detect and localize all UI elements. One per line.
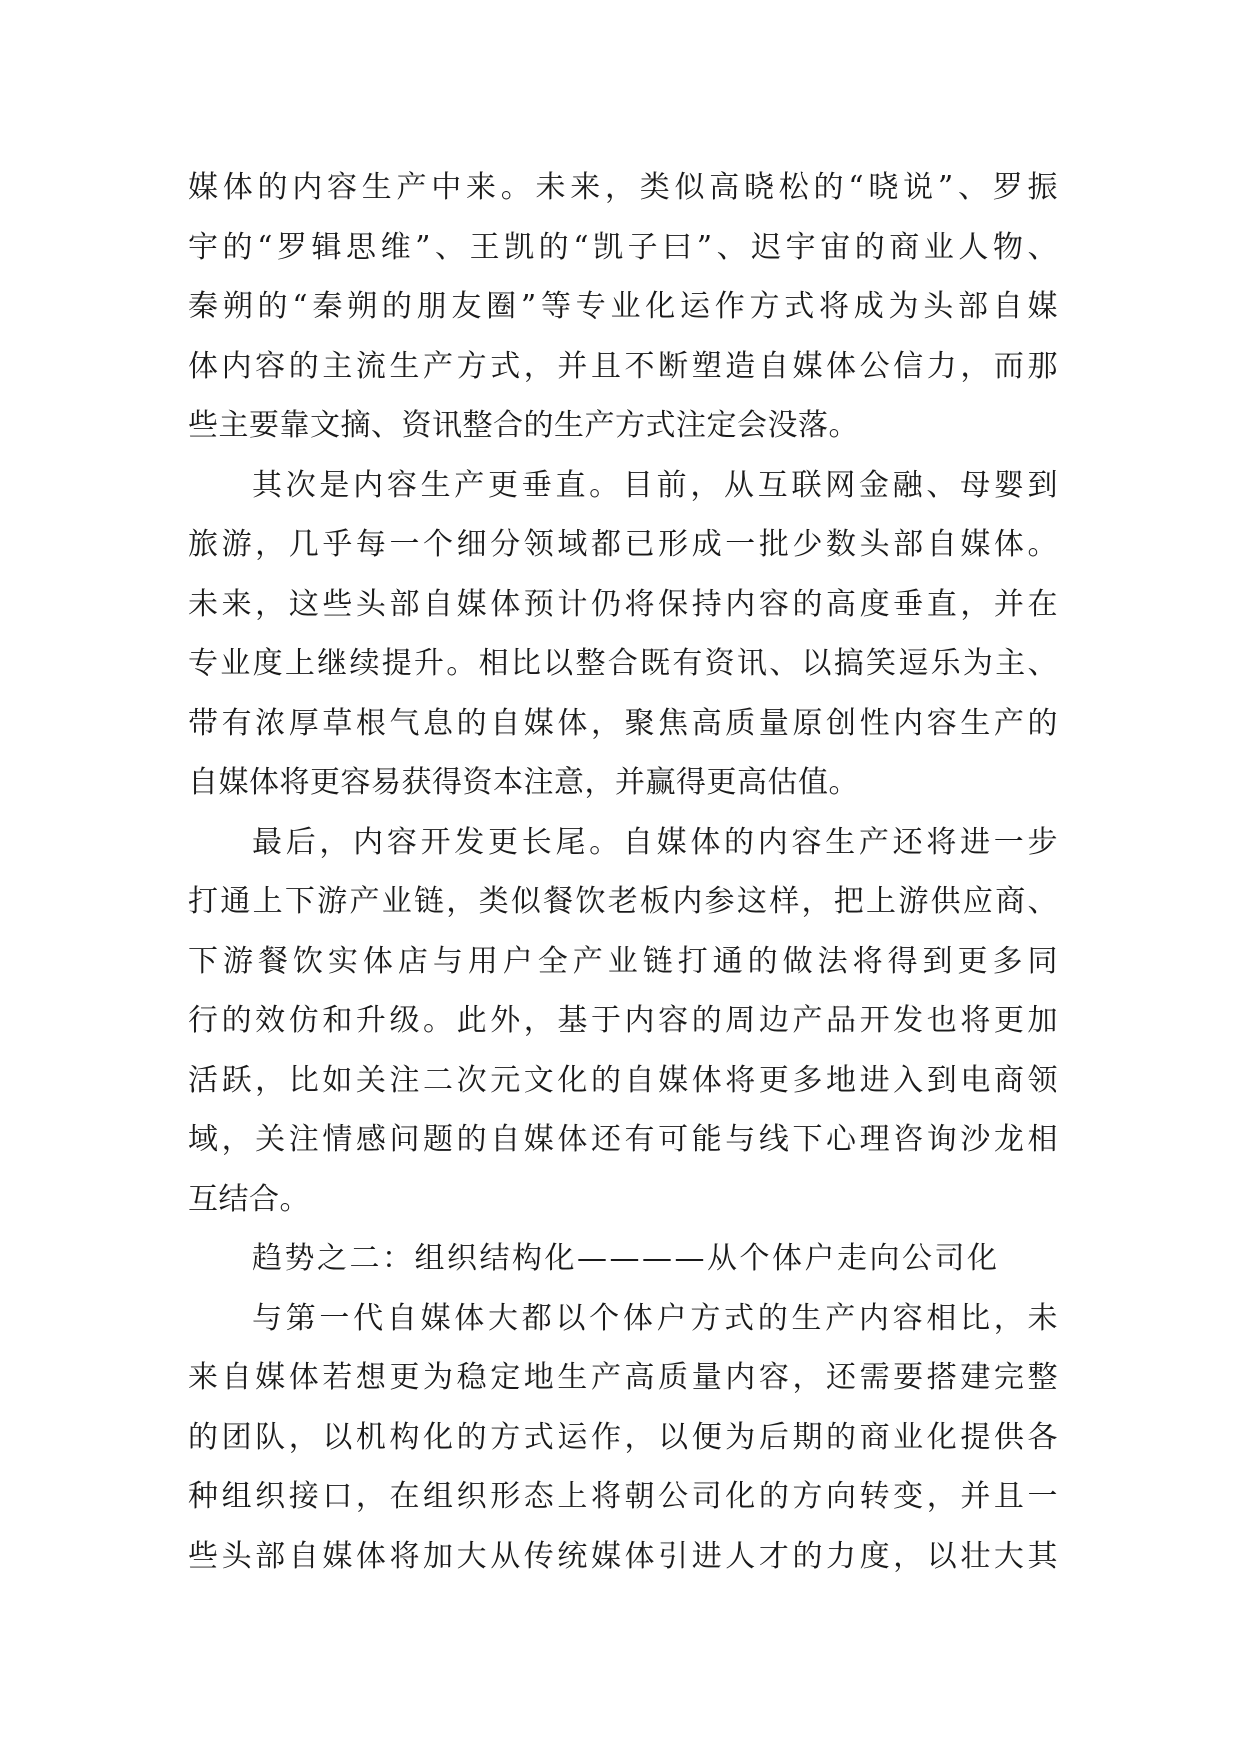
text-line: 互结合。 xyxy=(188,1181,310,1217)
section-heading xyxy=(188,1229,1058,1289)
text-line: 最后，内容开发更长尾。自媒体的内容生产还将进一步 xyxy=(252,824,1058,860)
text-line: 秦朔的“秦朔的朋友圈”等专业化运作方式将成为头部自媒 xyxy=(188,289,1058,324)
text-line: 的团队，以机构化的方式运作，以便为后期的商业化提供各 xyxy=(188,1419,1058,1455)
text-line: 打通上下游产业链，类似餐饮老板内参这样，把上游供应商、 xyxy=(188,884,1058,919)
paragraph-organization xyxy=(188,1289,1058,1587)
body-text xyxy=(188,158,1058,1586)
heading-line: 趋势之二：组织结构化————从个体户走向公司化 xyxy=(252,1241,1000,1276)
paragraph-long-tail xyxy=(188,813,1058,1230)
text-line: 自媒体将更容易获得资本注意，并赢得更高估值。 xyxy=(188,765,859,800)
paragraph-vertical-content xyxy=(188,456,1058,813)
text-line: 体内容的主流生产方式，并且不断塑造自媒体公信力，而那 xyxy=(188,348,1058,384)
text-line: 专业度上继续提升。相比以整合既有资讯、以搞笑逗乐为主、 xyxy=(188,646,1058,681)
text-line: 带有浓厚草根气息的自媒体，聚焦高质量原创性内容生产的 xyxy=(188,705,1058,741)
text-line: 些主要靠文摘、资讯整合的生产方式注定会没落。 xyxy=(188,408,859,443)
text-line: 未来，这些头部自媒体预计仍将保持内容的高度垂直，并在 xyxy=(188,586,1058,622)
text-line: 其次是内容生产更垂直。目前，从互联网金融、母婴到 xyxy=(252,467,1058,503)
text-line: 媒体的内容生产中来。未来，类似高晓松的“晓说”、罗振 xyxy=(188,170,1058,205)
text-line: 些头部自媒体将加大从传统媒体引进人才的力度，以壮大其 xyxy=(188,1538,1058,1574)
text-line: 域，关注情感问题的自媒体还有可能与线下心理咨询沙龙相 xyxy=(188,1122,1058,1157)
text-line: 下游餐饮实体店与用户全产业链打通的做法将得到更多同 xyxy=(188,943,1058,979)
text-line: 活跃，比如关注二次元文化的自媒体将更多地进入到电商领 xyxy=(188,1062,1058,1098)
text-line: 行的效仿和升级。此外，基于内容的周边产品开发也将更加 xyxy=(188,1003,1058,1038)
text-line: 来自媒体若想更为稳定地生产高质量内容，还需要搭建完整 xyxy=(188,1360,1058,1395)
paragraph-continued xyxy=(188,158,1058,456)
text-line: 宇的“罗辑思维”、王凯的“凯子曰”、迟宇宙的商业人物、 xyxy=(188,229,1058,265)
text-line: 种组织接口，在组织形态上将朝公司化的方向转变，并且一 xyxy=(188,1479,1058,1514)
text-line: 与第一代自媒体大都以个体户方式的生产内容相比，未 xyxy=(252,1300,1058,1336)
text-line: 旅游，几乎每一个细分领域都已形成一批少数头部自媒体。 xyxy=(188,527,1058,562)
